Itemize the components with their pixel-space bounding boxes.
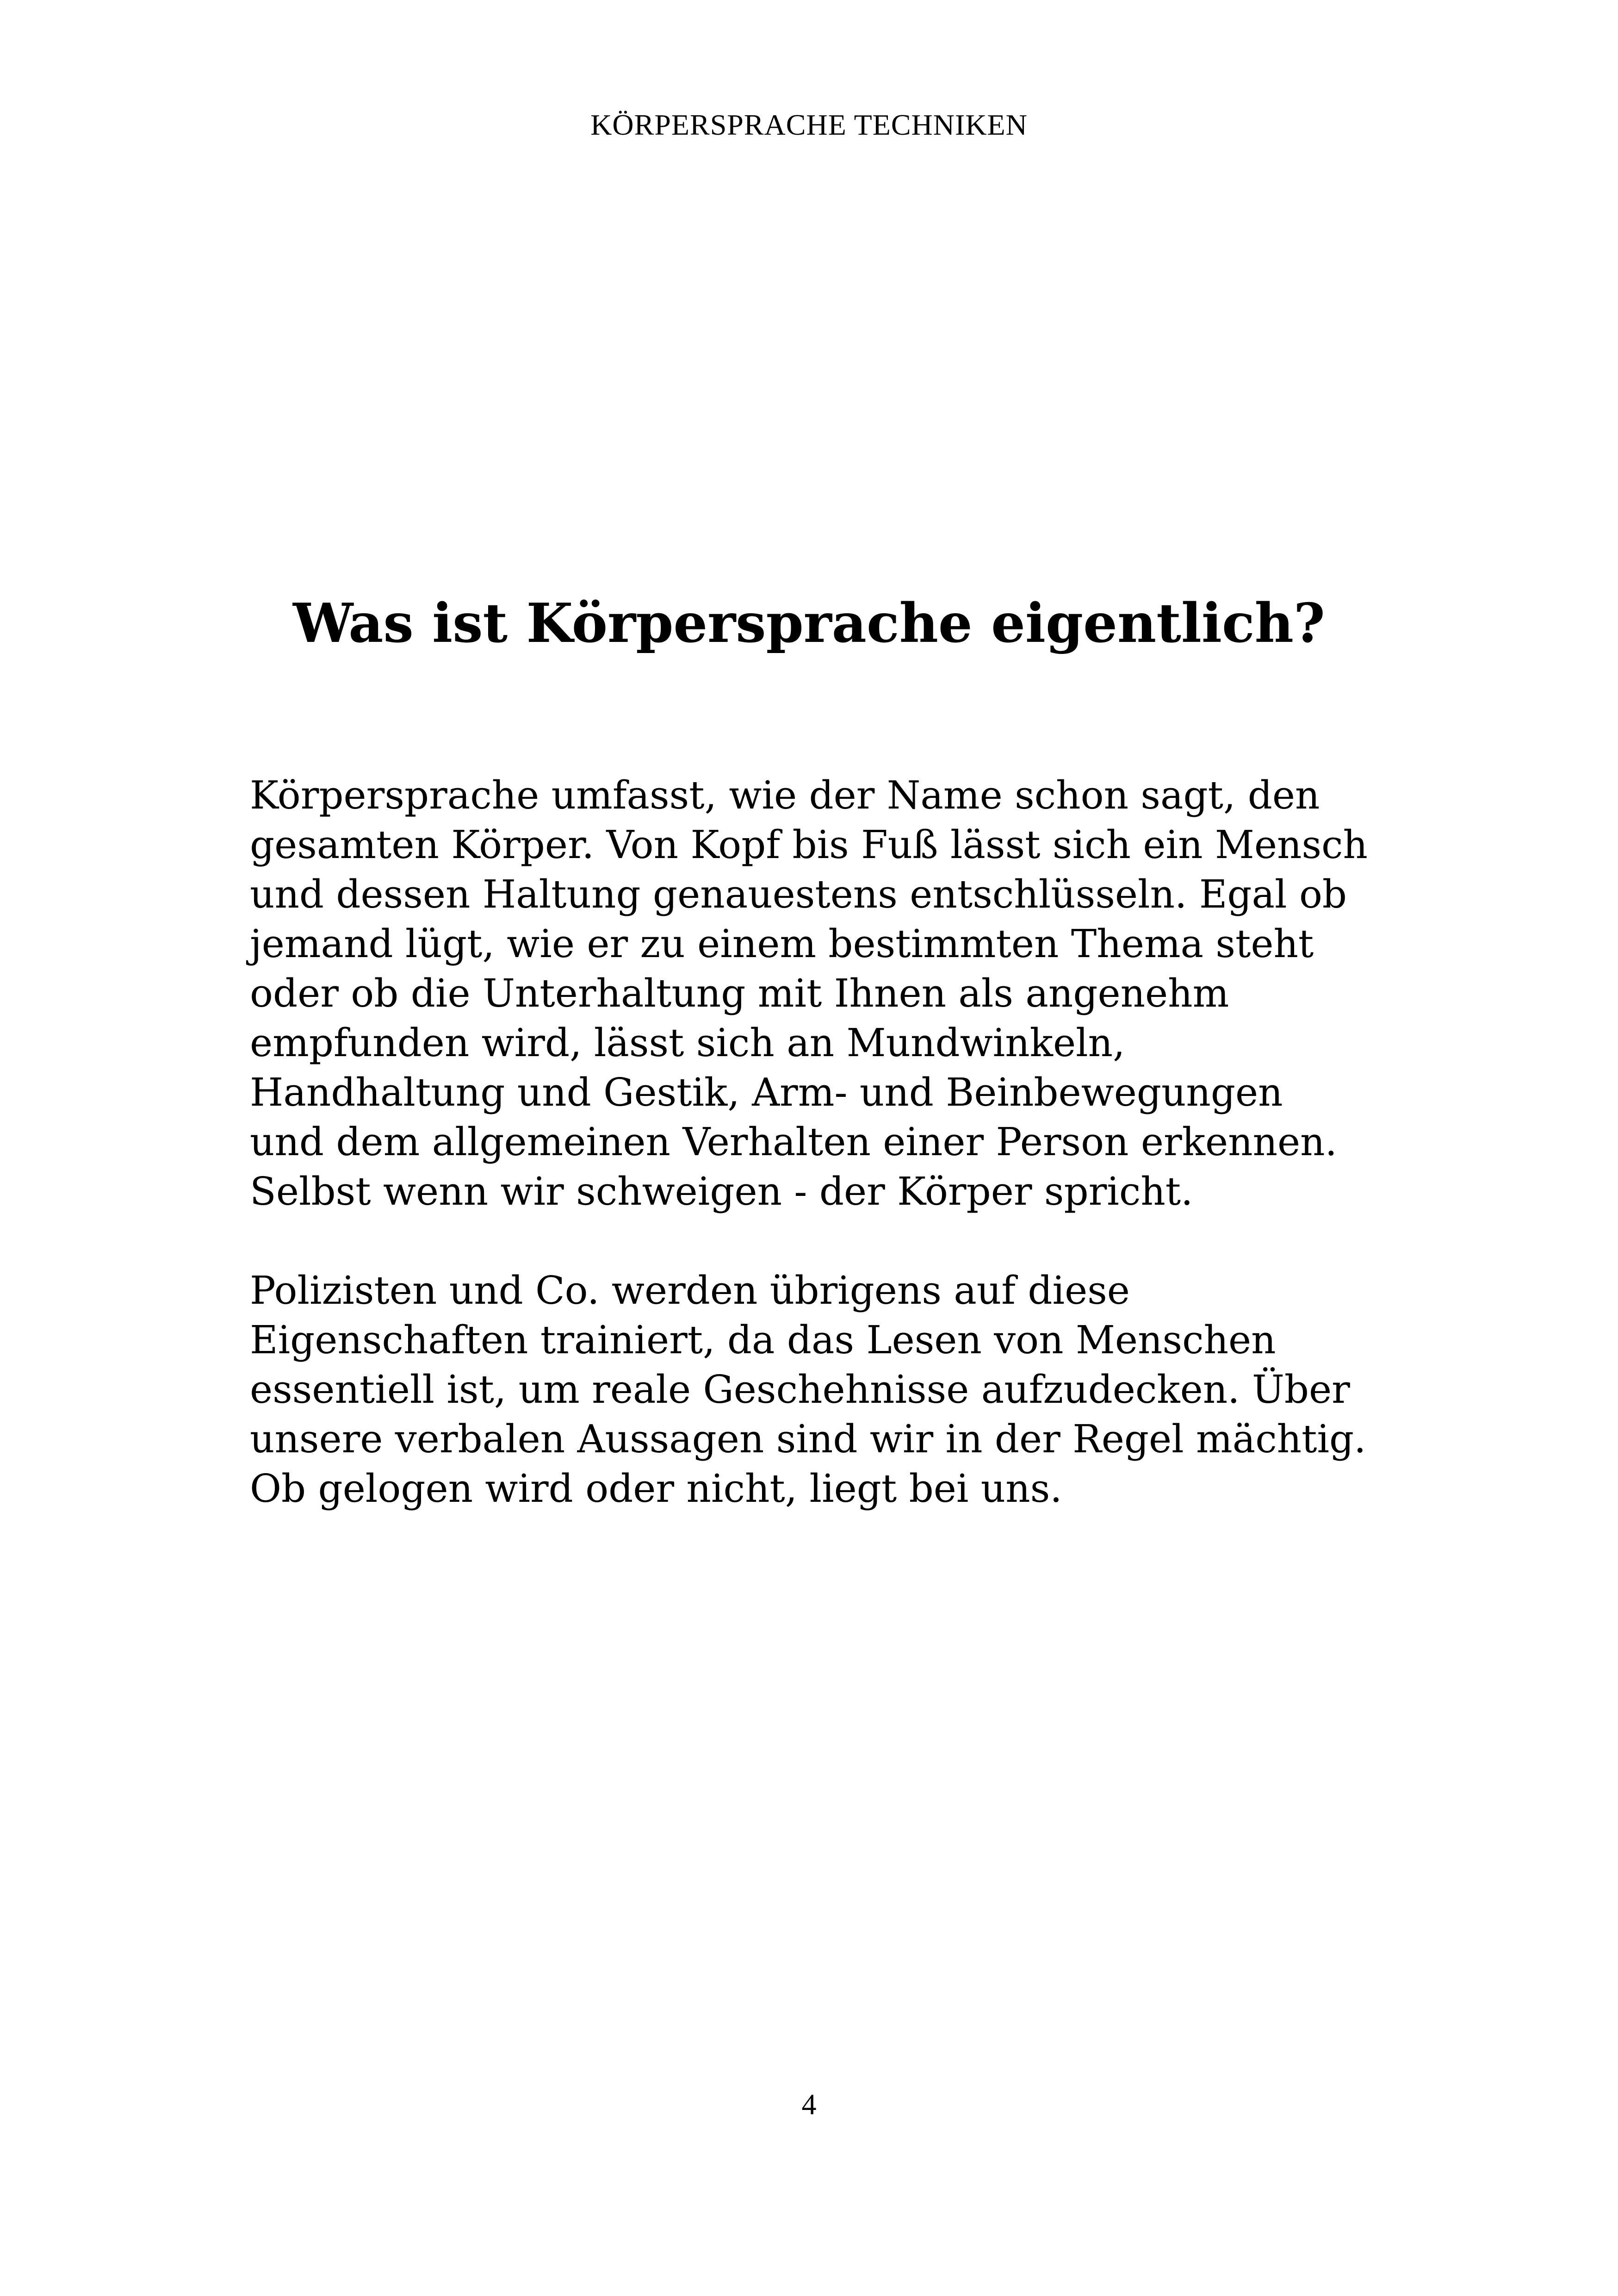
- chapter-title: Was ist Körpersprache eigentlich?: [293, 592, 1325, 655]
- body-text: [250, 771, 1499, 1563]
- running-header: KÖRPERSPRACHE TECHNIKEN: [590, 108, 1028, 141]
- paragraph: Polizisten und Co. werden übrigens auf diese Eigenschaften trainiert, da das Lesen von Menschen essentiell ist, um reale Geschehnisse aufzudecken. Über unsere verbalen Aussagen sind wir in der Regel mächtig. Ob gelogen wird oder nicht, liegt bei uns.: [250, 1268, 1366, 1511]
- paragraph: Körpersprache umfasst, wie der Name schon sagt, den gesamten Körper. Von Kopf bis Fuß lässt sich ein Mensch und dessen Haltung genauestens entschlüsseln. Egal ob jemand lügt, wie er zu einem bestimmten Thema steht oder ob die Unterhaltung mit Ihnen als angenehm empfunden wird, lässt sich an Mundwinkeln, Handhaltung und Gestik, Arm- und Beinbewegungen und dem allgemeinen Verhalten einer Person erkennen. Selbst wenn wir schweigen - der Körper spricht.: [250, 773, 1368, 1214]
- page-number: 4: [801, 2088, 817, 2121]
